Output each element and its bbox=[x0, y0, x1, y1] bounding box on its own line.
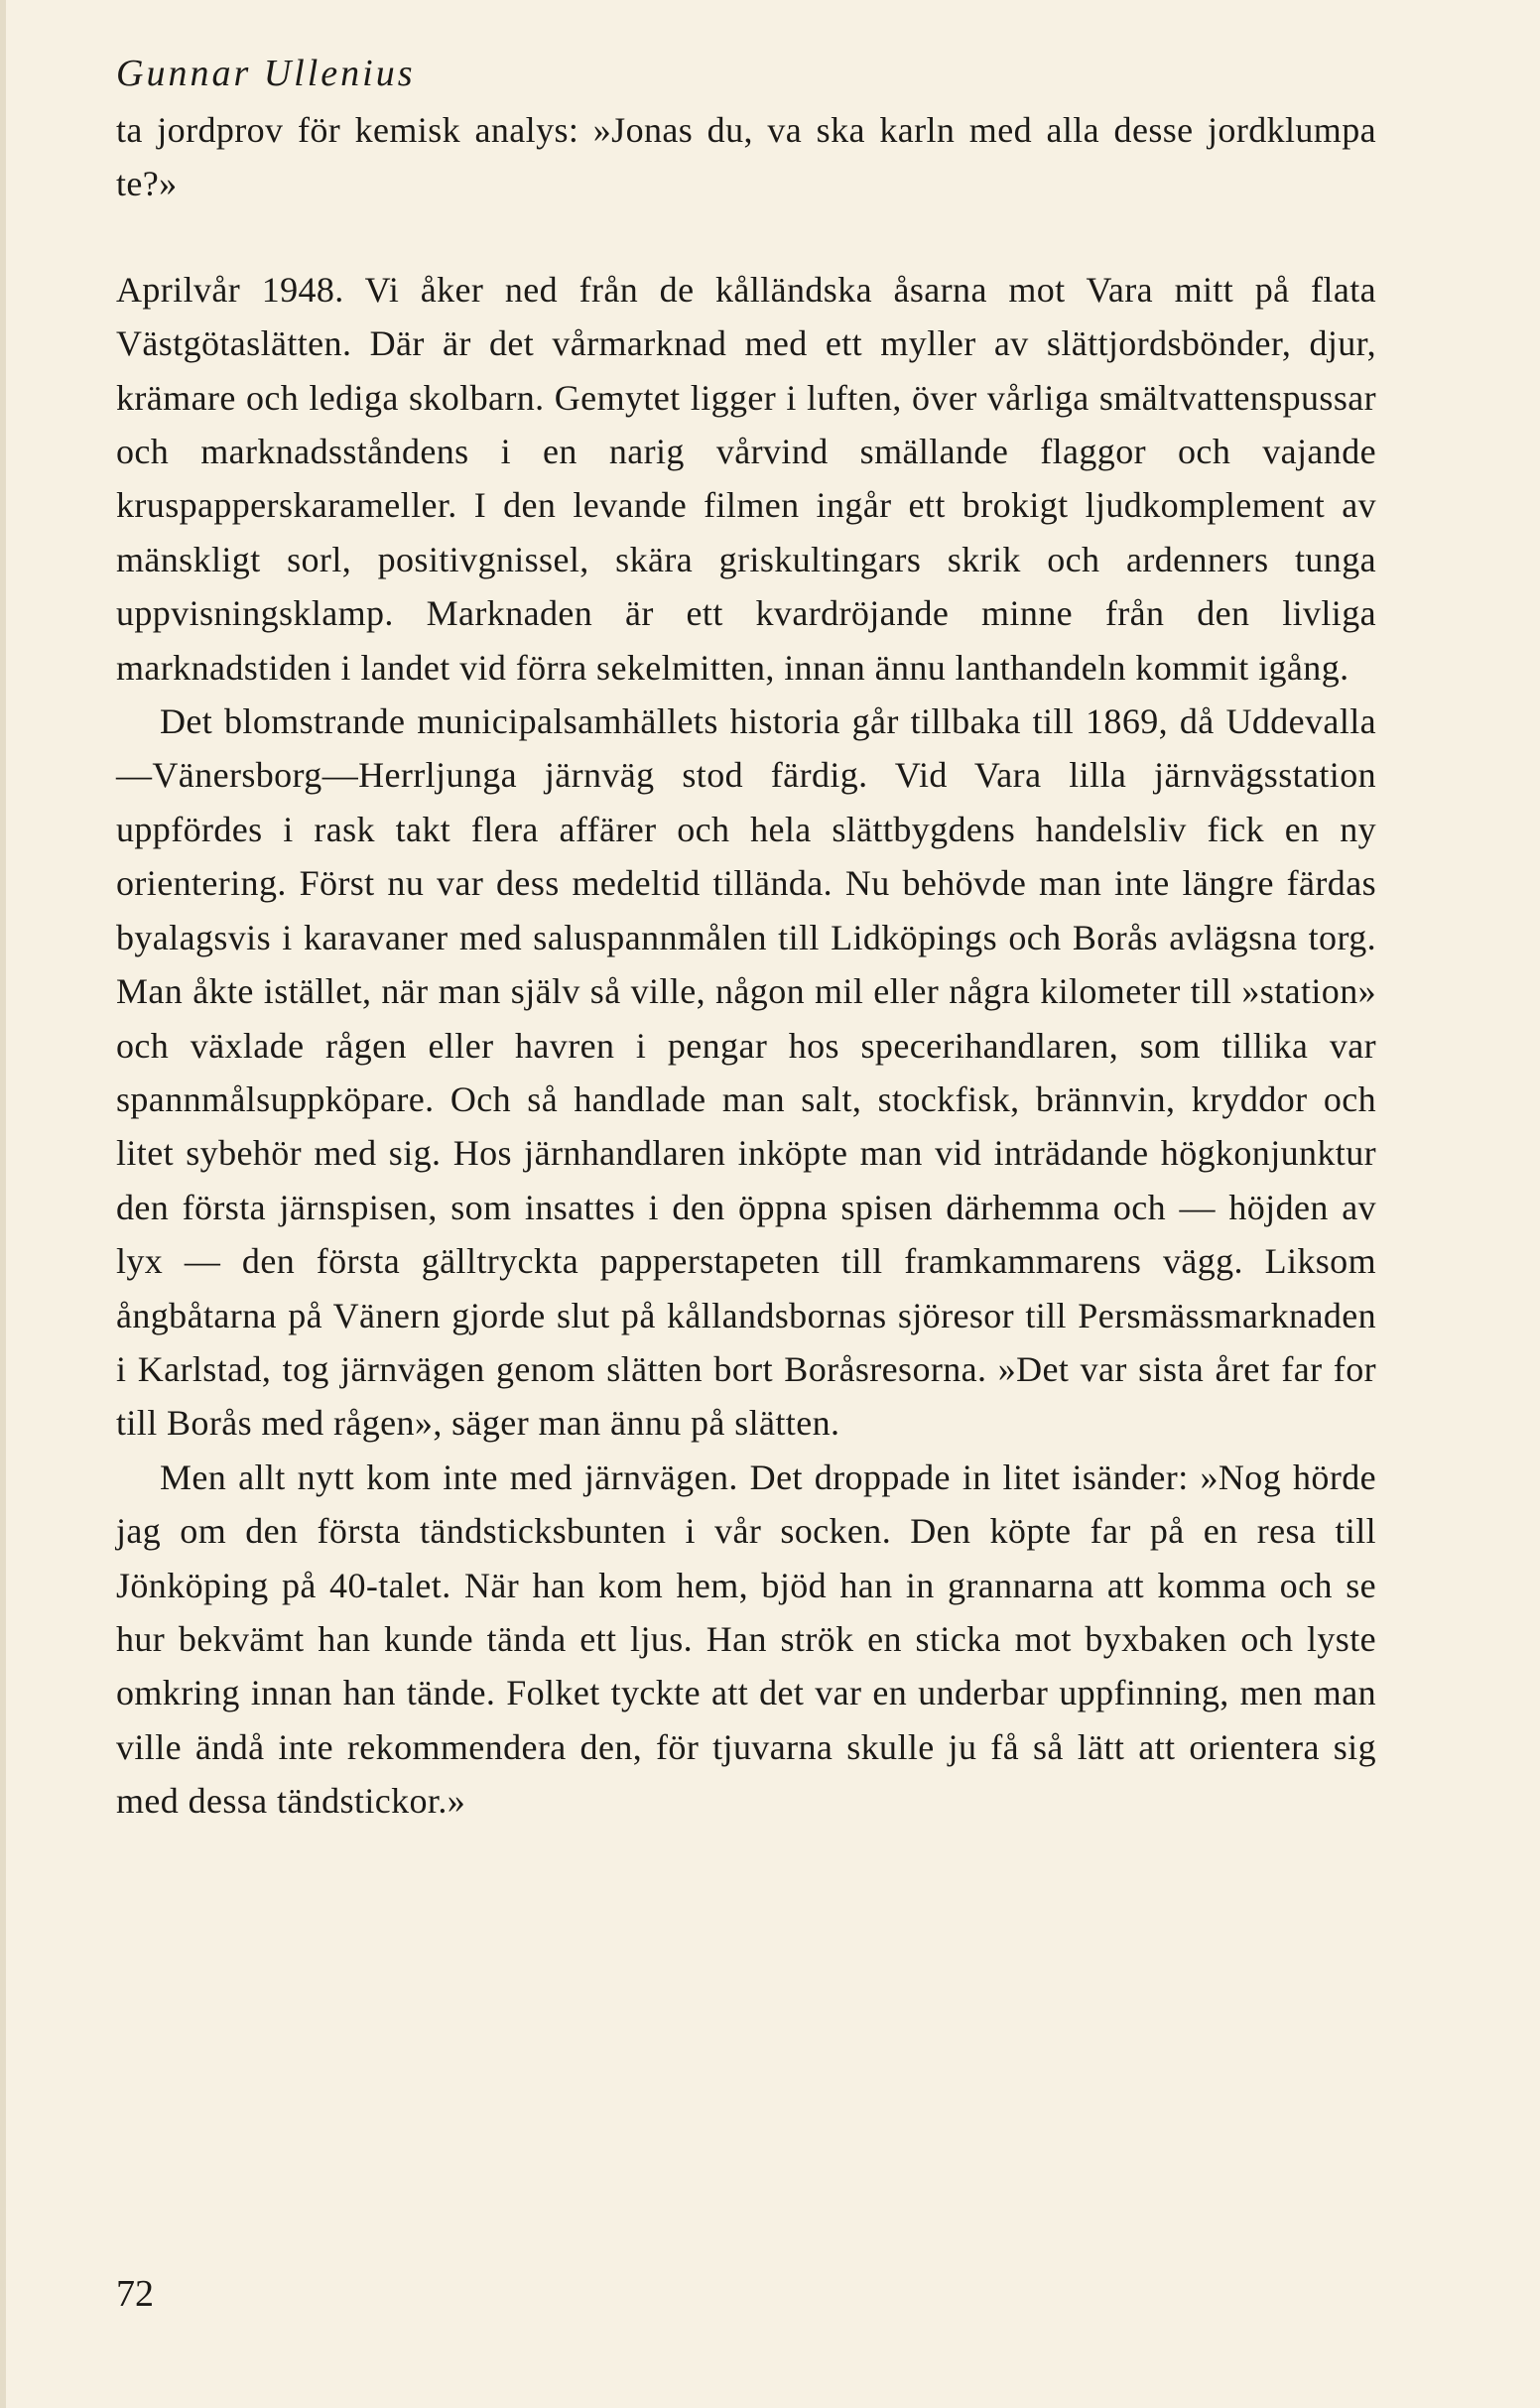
page-number: 72 bbox=[116, 2273, 154, 2315]
paragraph-continuation: ta jordprov för kemisk analys: »Jonas du, va ska karln med alla desse jordklumpa te?» bbox=[116, 110, 1376, 204]
page-edge bbox=[0, 0, 6, 2408]
running-head-author: Gunnar Ullenius bbox=[116, 53, 416, 94]
paragraph-railway-history: Det blomstrande municipalsamhällets historia går tillbaka till 1869, då Uddevalla—Vänersborg—Herrljunga järnväg stod färdig. Vid Vara lilla järnvägsstation uppfördes i rask takt flera affärer och hela slättbygdens handelsliv fick en ny orientering. Först nu var dess medeltid tillända. Nu behövde man inte längre färdas byalagsvis i karavaner med saluspannmålen till Lidköpings och Borås avlägsna torg. Man åkte istället, när man själv så ville, någon mil eller några kilometer till »station» och växlade rågen eller havren i pengar hos specerihandlaren, som tillika var spannmålsuppköpare. Och så handlade man salt, stockfisk, brännvin, kryddor och litet sybehör med sig. Hos järnhandlaren inköpte man vid inträdande högkonjunktur den första järnspisen, som insattes i den öppna spisen därhemma och — höjden av lyx — den första gälltryckta papperstapeten till framkammarens vägg. Liksom ångbåtarna på Vänern gjorde slut på kållandsbornas sjöresor till Persmässmarknaden i Karlstad, tog järnvägen genom slätten bort Boråsresorna. »Det var sista året far for till Borås med rågen», säger man ännu på slätten. bbox=[116, 701, 1376, 1444]
page-content bbox=[116, 44, 1376, 1829]
paragraph-matches: Men allt nytt kom inte med järnvägen. Det droppade in litet isänder: »Nog hörde jag om den första tändsticksbunten i vår socken. Den köpte far på en resa till Jönköping på 40-talet. När han kom hem, bjöd han in grannarna att komma och se hur bekvämt han kunde tända ett ljus. Han strök en sticka mot byxbaken och lyste omkring innan han tände. Folket tyckte att det var en underbar uppfinning, men man ville ändå inte rekommendera den, för tjuvarna skulle ju få så lätt att orientera sig med dessa tändstickor.» bbox=[116, 1457, 1376, 1822]
paragraph-section-start: Aprilvår 1948. Vi åker ned från de kålländska åsarna mot Vara mitt på flata Västgötaslätten. Där är det vårmarknad med ett myller av slättjordsbönder, djur, krämare och lediga skolbarn. Gemytet ligger i luften, över vårliga smältvattenspussar och marknadsståndens i en narig vårvind smällande flaggor och vajande kruspapperskarameller. I den levande filmen ingår ett brokigt ljudkomplement av mänskligt sorl, positivgnissel, skära griskultingars skrik och ardenners tunga uppvisningsklamp. Marknaden är ett kvardröjande minne från den livliga marknadstiden i landet vid förra sekelmitten, innan ännu lanthandeln kommit igång. bbox=[116, 269, 1376, 688]
